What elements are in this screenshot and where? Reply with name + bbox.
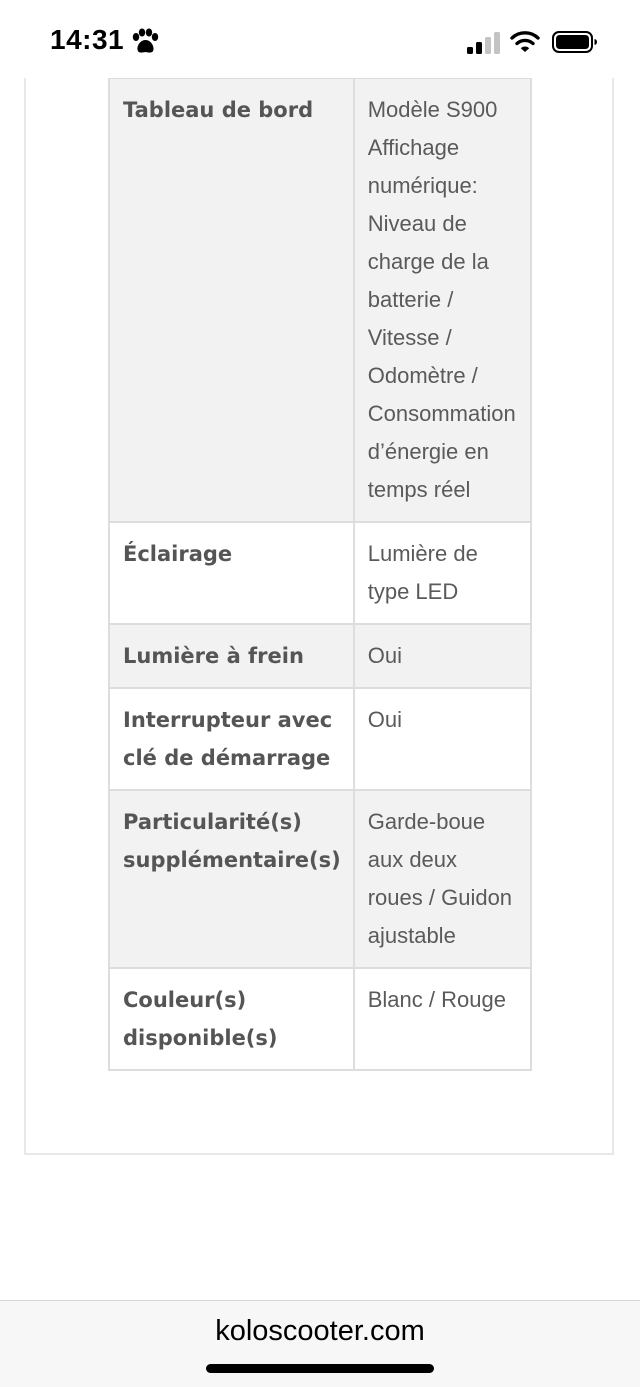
spec-value: Oui — [354, 688, 531, 790]
wifi-icon — [510, 30, 540, 54]
browser-address-bar[interactable] — [0, 1300, 640, 1387]
spec-label: Particularité(s) supplémentaire(s) — [109, 790, 354, 968]
status-bar — [0, 0, 640, 78]
home-indicator[interactable] — [206, 1364, 434, 1373]
battery-icon — [552, 31, 598, 53]
spec-label: Tableau de bord — [109, 78, 354, 522]
spec-value: Blanc / Rouge — [354, 968, 531, 1070]
spec-value: Lumière de type LED — [354, 522, 531, 624]
table-row — [109, 522, 531, 624]
spec-label: Lumière à frein — [109, 624, 354, 688]
spec-value: Modèle S900 Affichage numérique: Niveau de charge de la batterie / Vitesse / Odomètre / Consommation d’énergie en temps réel — [354, 78, 531, 522]
spec-label: Couleur(s) disponible(s) — [109, 968, 354, 1070]
spec-label: Éclairage — [109, 522, 354, 624]
table-row — [109, 624, 531, 688]
cellular-signal-icon — [467, 32, 501, 54]
table-row — [109, 78, 531, 522]
table-row — [109, 790, 531, 968]
spec-value: Garde-boue aux deux roues / Guidon ajustable — [354, 790, 531, 968]
spec-table — [108, 77, 532, 1071]
status-time: 14:31 — [50, 24, 125, 55]
table-row — [109, 968, 531, 1070]
paw-icon — [130, 28, 160, 56]
url-text[interactable]: koloscooter.com — [215, 1315, 425, 1347]
spec-value: Oui — [354, 624, 531, 688]
spec-label: Interrupteur avec clé de démarrage — [109, 688, 354, 790]
table-row — [109, 688, 531, 790]
